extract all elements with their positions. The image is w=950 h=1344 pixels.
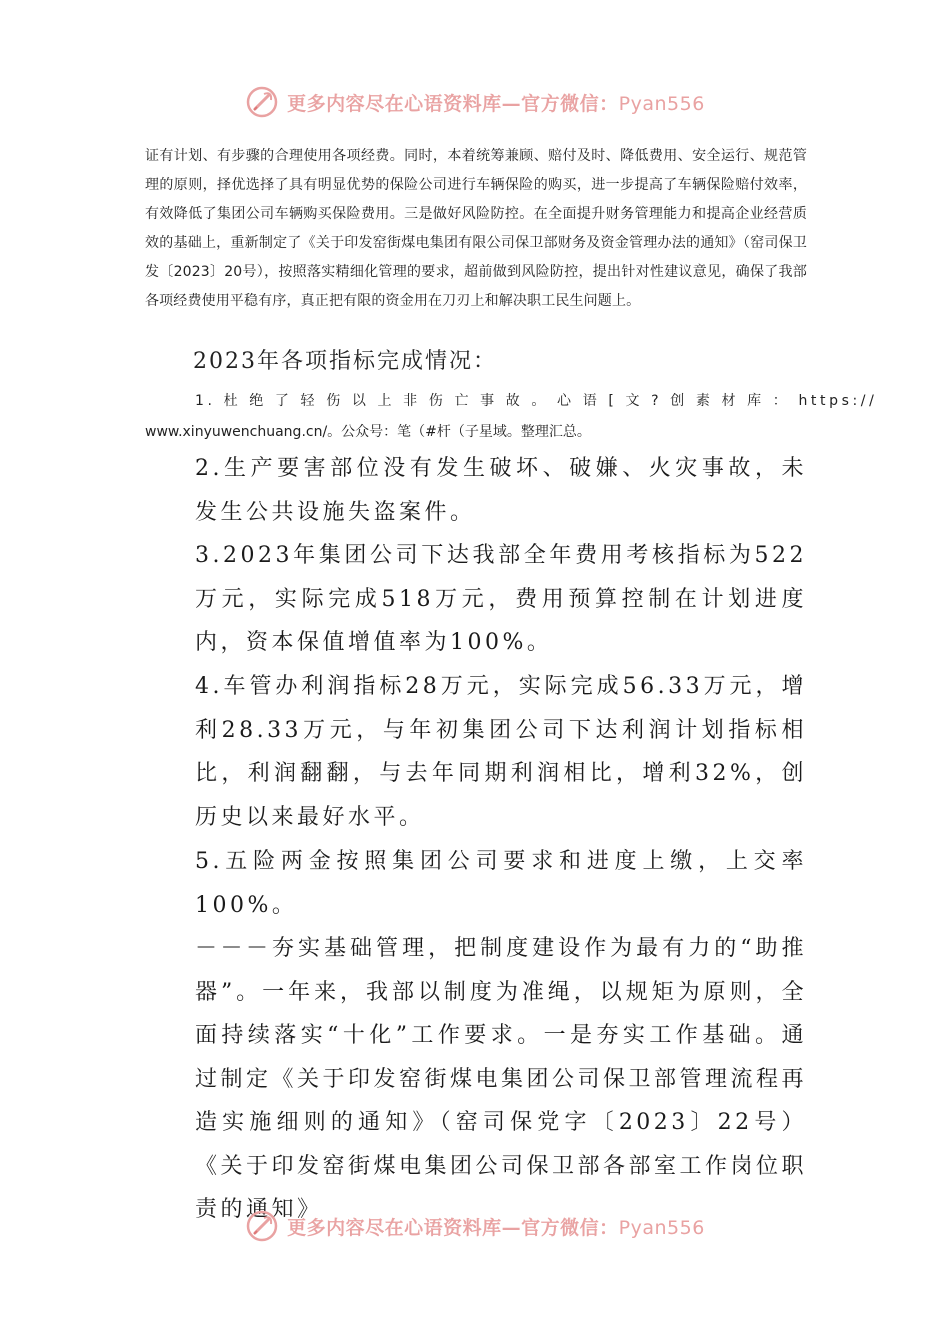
- list-item-4: 4.车管办利润指标28万元，实际完成56.33万元，增利28.33万元，与年初集团公司下达利润计划指标相比，利润翻翻，与去年同期利润相比，增利32%，创历史以来最好水平。: [195, 674, 807, 830]
- list-item-2: 2.生产要害部位没有发生破坏、破嫌、火灾事故，未发生公共设施失盗案件。: [195, 456, 807, 525]
- watermark-text: 更多内容尽在心语资料库—官方微信：Pyan556: [287, 1216, 705, 1239]
- pen-logo-icon: [245, 85, 279, 119]
- list-item-1-line-2: www.xinyuwenchuang.cn/。公众号：笔（#杆（子星域。整理汇总。: [145, 424, 591, 440]
- intro-paragraph: 证有计划、有步骤的合理使用各项经费。同时，本着统筹兼顾、赔付及时、降低费用、安全运行、规范管理的原则，择优选择了具有明显优势的保险公司进行车辆保险的购买，进一步提高了车辆保险赔付效率，有效降低了集团公司车辆购买保险费用。三是做好风险防控。在全面提升财务管理能力和提高企业经营质效的基础上，重新制定了《关于印发窑街煤电集团有限公司保卫部财务及资金管理办法的通知》（窑司保卫发〔2023〕20号），按照落实精细化管理的要求，超前做到风险防控，提出针对性建议意见，确保了我部各项经费使用平稳有序，真正把有限的资金用在刀刃上和解决职工民生问题上。: [145, 148, 807, 309]
- section-heading: 2023年各项指标完成情况：: [193, 349, 497, 374]
- watermark-text: 更多内容尽在心语资料库—官方微信：Pyan556: [287, 92, 705, 115]
- pen-logo-icon: [245, 1209, 279, 1243]
- list-item-3: 3.2023年集团公司下达我部全年费用考核指标为522万元，实际完成518万元，费用预算控制在计划进度内，资本保值增值率为100%。: [195, 543, 807, 655]
- foundation-management-paragraph: －－－夯实基础管理，把制度建设作为最有力的“助推器”。一年来，我部以制度为准绳，以规矩为原则，全面持续落实“十化”工作要求。一是夯实工作基础。通过制定《关于印发窑街煤电集团公司保卫部管理流程再造实施细则的通知》（窑司保党字〔2023〕22号）《关于印发窑街煤电集团公司保卫部各部室工作岗位职责的通知》: [195, 936, 808, 1222]
- header-watermark: [0, 82, 950, 122]
- list-item-1: [145, 386, 878, 448]
- footer-watermark: [0, 1206, 950, 1246]
- list-item-1-line-1: 1. 杜 绝 了 轻 伤 以 上 非 伤 亡 事 故 。 心 语 [ 文 ? 创 素 材 库 ： https://: [195, 393, 878, 409]
- list-item-5: 5.五险两金按照集团公司要求和进度上缴，上交率100%。: [195, 849, 807, 918]
